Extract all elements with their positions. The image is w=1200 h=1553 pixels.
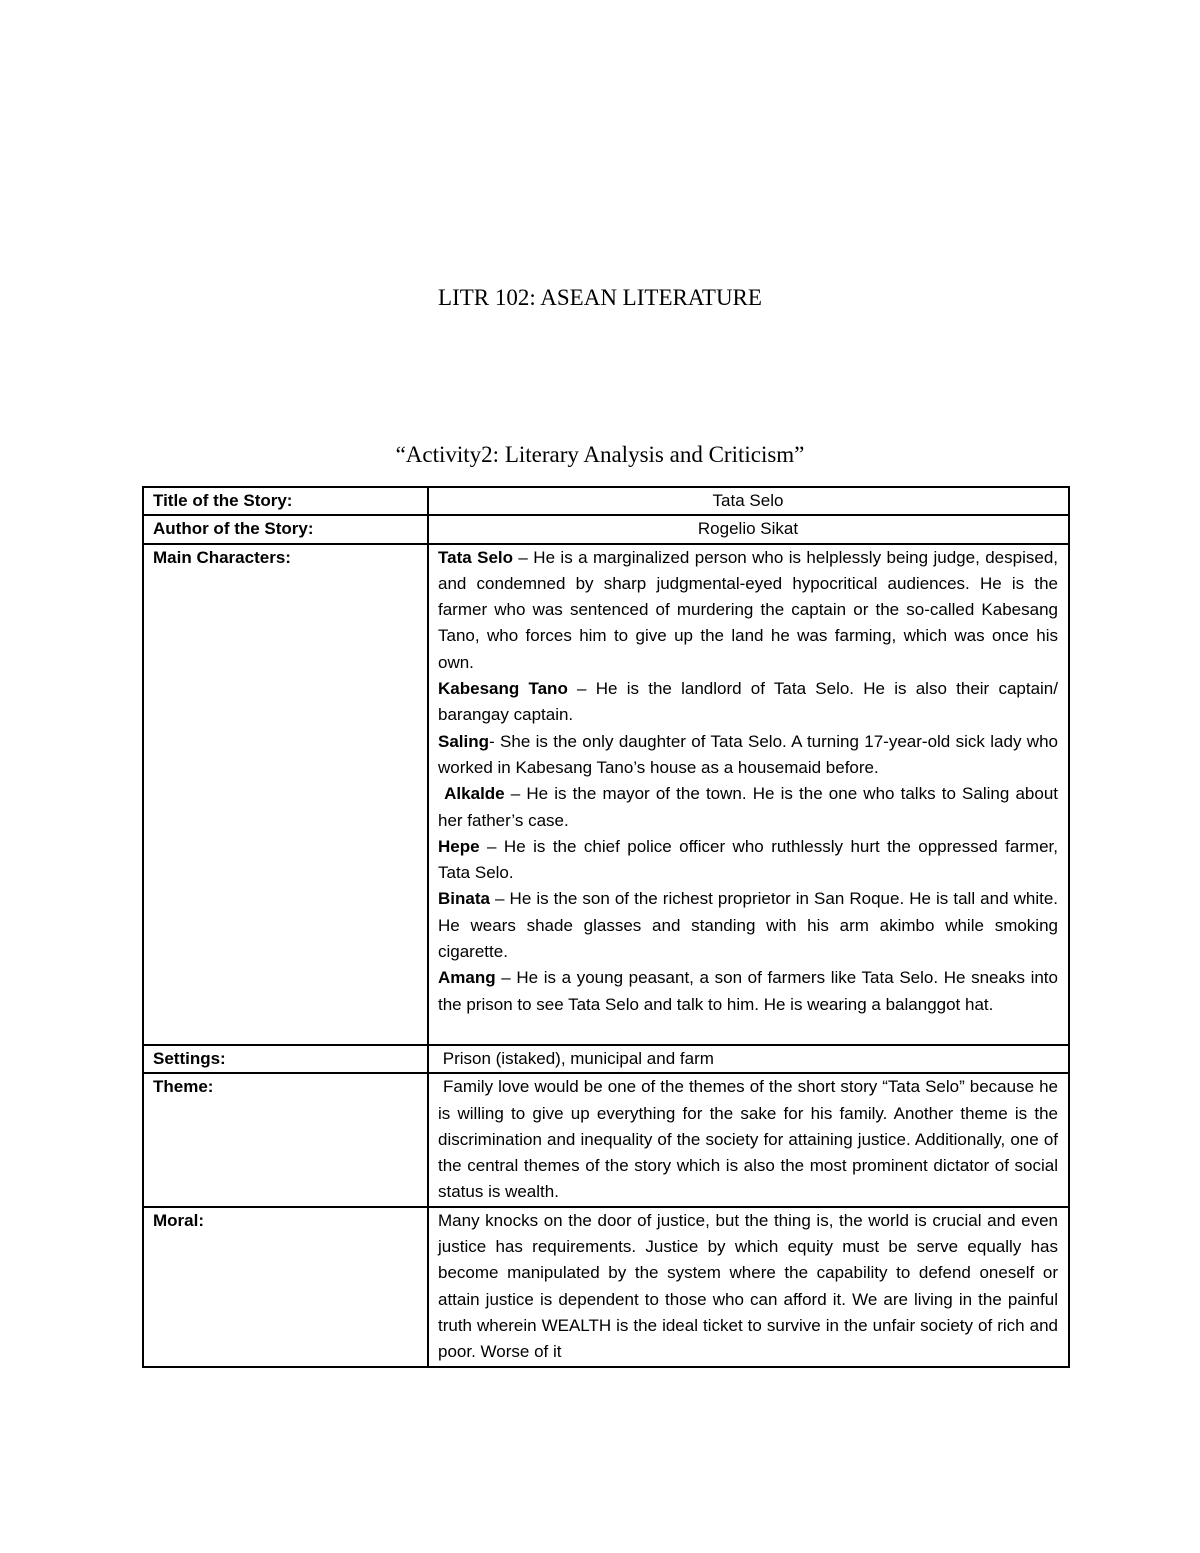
character-entry: [438, 886, 1058, 965]
character-description: – He is the son of the richest proprietor in San Roque. He is tall and white. He wears shade glasses and standing with his arm akimbo while smoking cigarette.: [438, 889, 1058, 962]
title-label: Title of the Story:: [143, 487, 428, 515]
character-description: – He is the mayor of the town. He is the one who talks to Saling about her father’s case.: [438, 784, 1058, 830]
character-description: – He is a young peasant, a son of farmers like Tata Selo. He sneaks into the prison to see Tata Selo and talk to him. He is wearing a balanggot hat.: [438, 968, 1058, 1014]
analysis-table: [142, 486, 1070, 1368]
author-value: Rogelio Sikat: [428, 515, 1069, 543]
character-entry: [438, 545, 1058, 676]
table-row-moral: [143, 1207, 1069, 1367]
table-row-characters: [143, 544, 1069, 1045]
character-description: – He is the chief police officer who ruthlessly hurt the oppressed farmer, Tata Selo.: [438, 836, 1058, 883]
characters-value: [428, 544, 1069, 1045]
character-name: Amang: [438, 968, 496, 988]
table-row-author: [143, 515, 1069, 543]
settings-value: [428, 1045, 1069, 1073]
characters-label: Main Characters:: [143, 544, 428, 1045]
course-title: LITR 102: ASEAN LITERATURE: [438, 285, 762, 310]
theme-text: Family love would be one of the themes of the short story “Tata Selo” because he is willing to give up everything for the sake for his family. Another theme is the discrimination and inequality of the society for attaining justice. Additionally, one of the central themes of the story which is also the most prominent dictator of social status is wealth.: [438, 1077, 1058, 1202]
title-value: Tata Selo: [428, 487, 1069, 515]
character-name: Tata Selo: [438, 547, 514, 567]
theme-label: Theme:: [143, 1073, 428, 1206]
character-name: Hepe: [438, 836, 480, 856]
settings-label: Settings:: [143, 1045, 428, 1073]
settings-text: Prison (istaked), municipal and farm: [442, 1048, 714, 1068]
table-row-theme: [143, 1073, 1069, 1206]
character-description: – He is a marginalized person who is helplessly being judge, despised, and condemned by sharp judgmental-eyed hypocritical audiences. He is the farmer who was sentenced of murdering the captain or the so-called Kabesang Tano, who forces him to give up the land he was farming, which was once his own.: [438, 547, 1058, 672]
theme-value: [428, 1073, 1069, 1206]
character-name: Saling: [438, 731, 490, 751]
table-row-title: [143, 487, 1069, 515]
character-name: Alkalde: [444, 784, 505, 804]
character-name: Binata: [438, 889, 490, 909]
moral-label: Moral:: [143, 1207, 428, 1367]
activity-title: “Activity2: Literary Analysis and Criticism”: [395, 442, 805, 467]
character-name: Kabesang Tano: [438, 679, 568, 699]
moral-value: Many knocks on the door of justice, but the thing is, the world is crucial and even justice has requirements. Justice by which equity must be serve equally has become manipulated by the system where the capability to defend oneself or attain justice is dependent to those who can afford it. We are living in the painful truth wherein WEALTH is the ideal ticket to survive in the unfair society of rich and poor. Worse of it: [428, 1207, 1069, 1367]
character-entry: [438, 834, 1058, 887]
author-label: Author of the Story:: [143, 515, 428, 543]
character-description: – He is the landlord of Tata Selo. He is also their captain/ barangay captain.: [438, 679, 1058, 725]
character-entry: [438, 965, 1058, 1018]
character-entry: [438, 781, 1058, 834]
character-description: - She is the only daughter of Tata Selo. A turning 17-year-old sick lady who worked in Kabesang Tano’s house as a housemaid before.: [438, 731, 1058, 777]
character-entry: [438, 676, 1058, 729]
blank-line: [438, 1018, 1058, 1044]
table-row-settings: [143, 1045, 1069, 1073]
character-entry: [438, 729, 1058, 782]
